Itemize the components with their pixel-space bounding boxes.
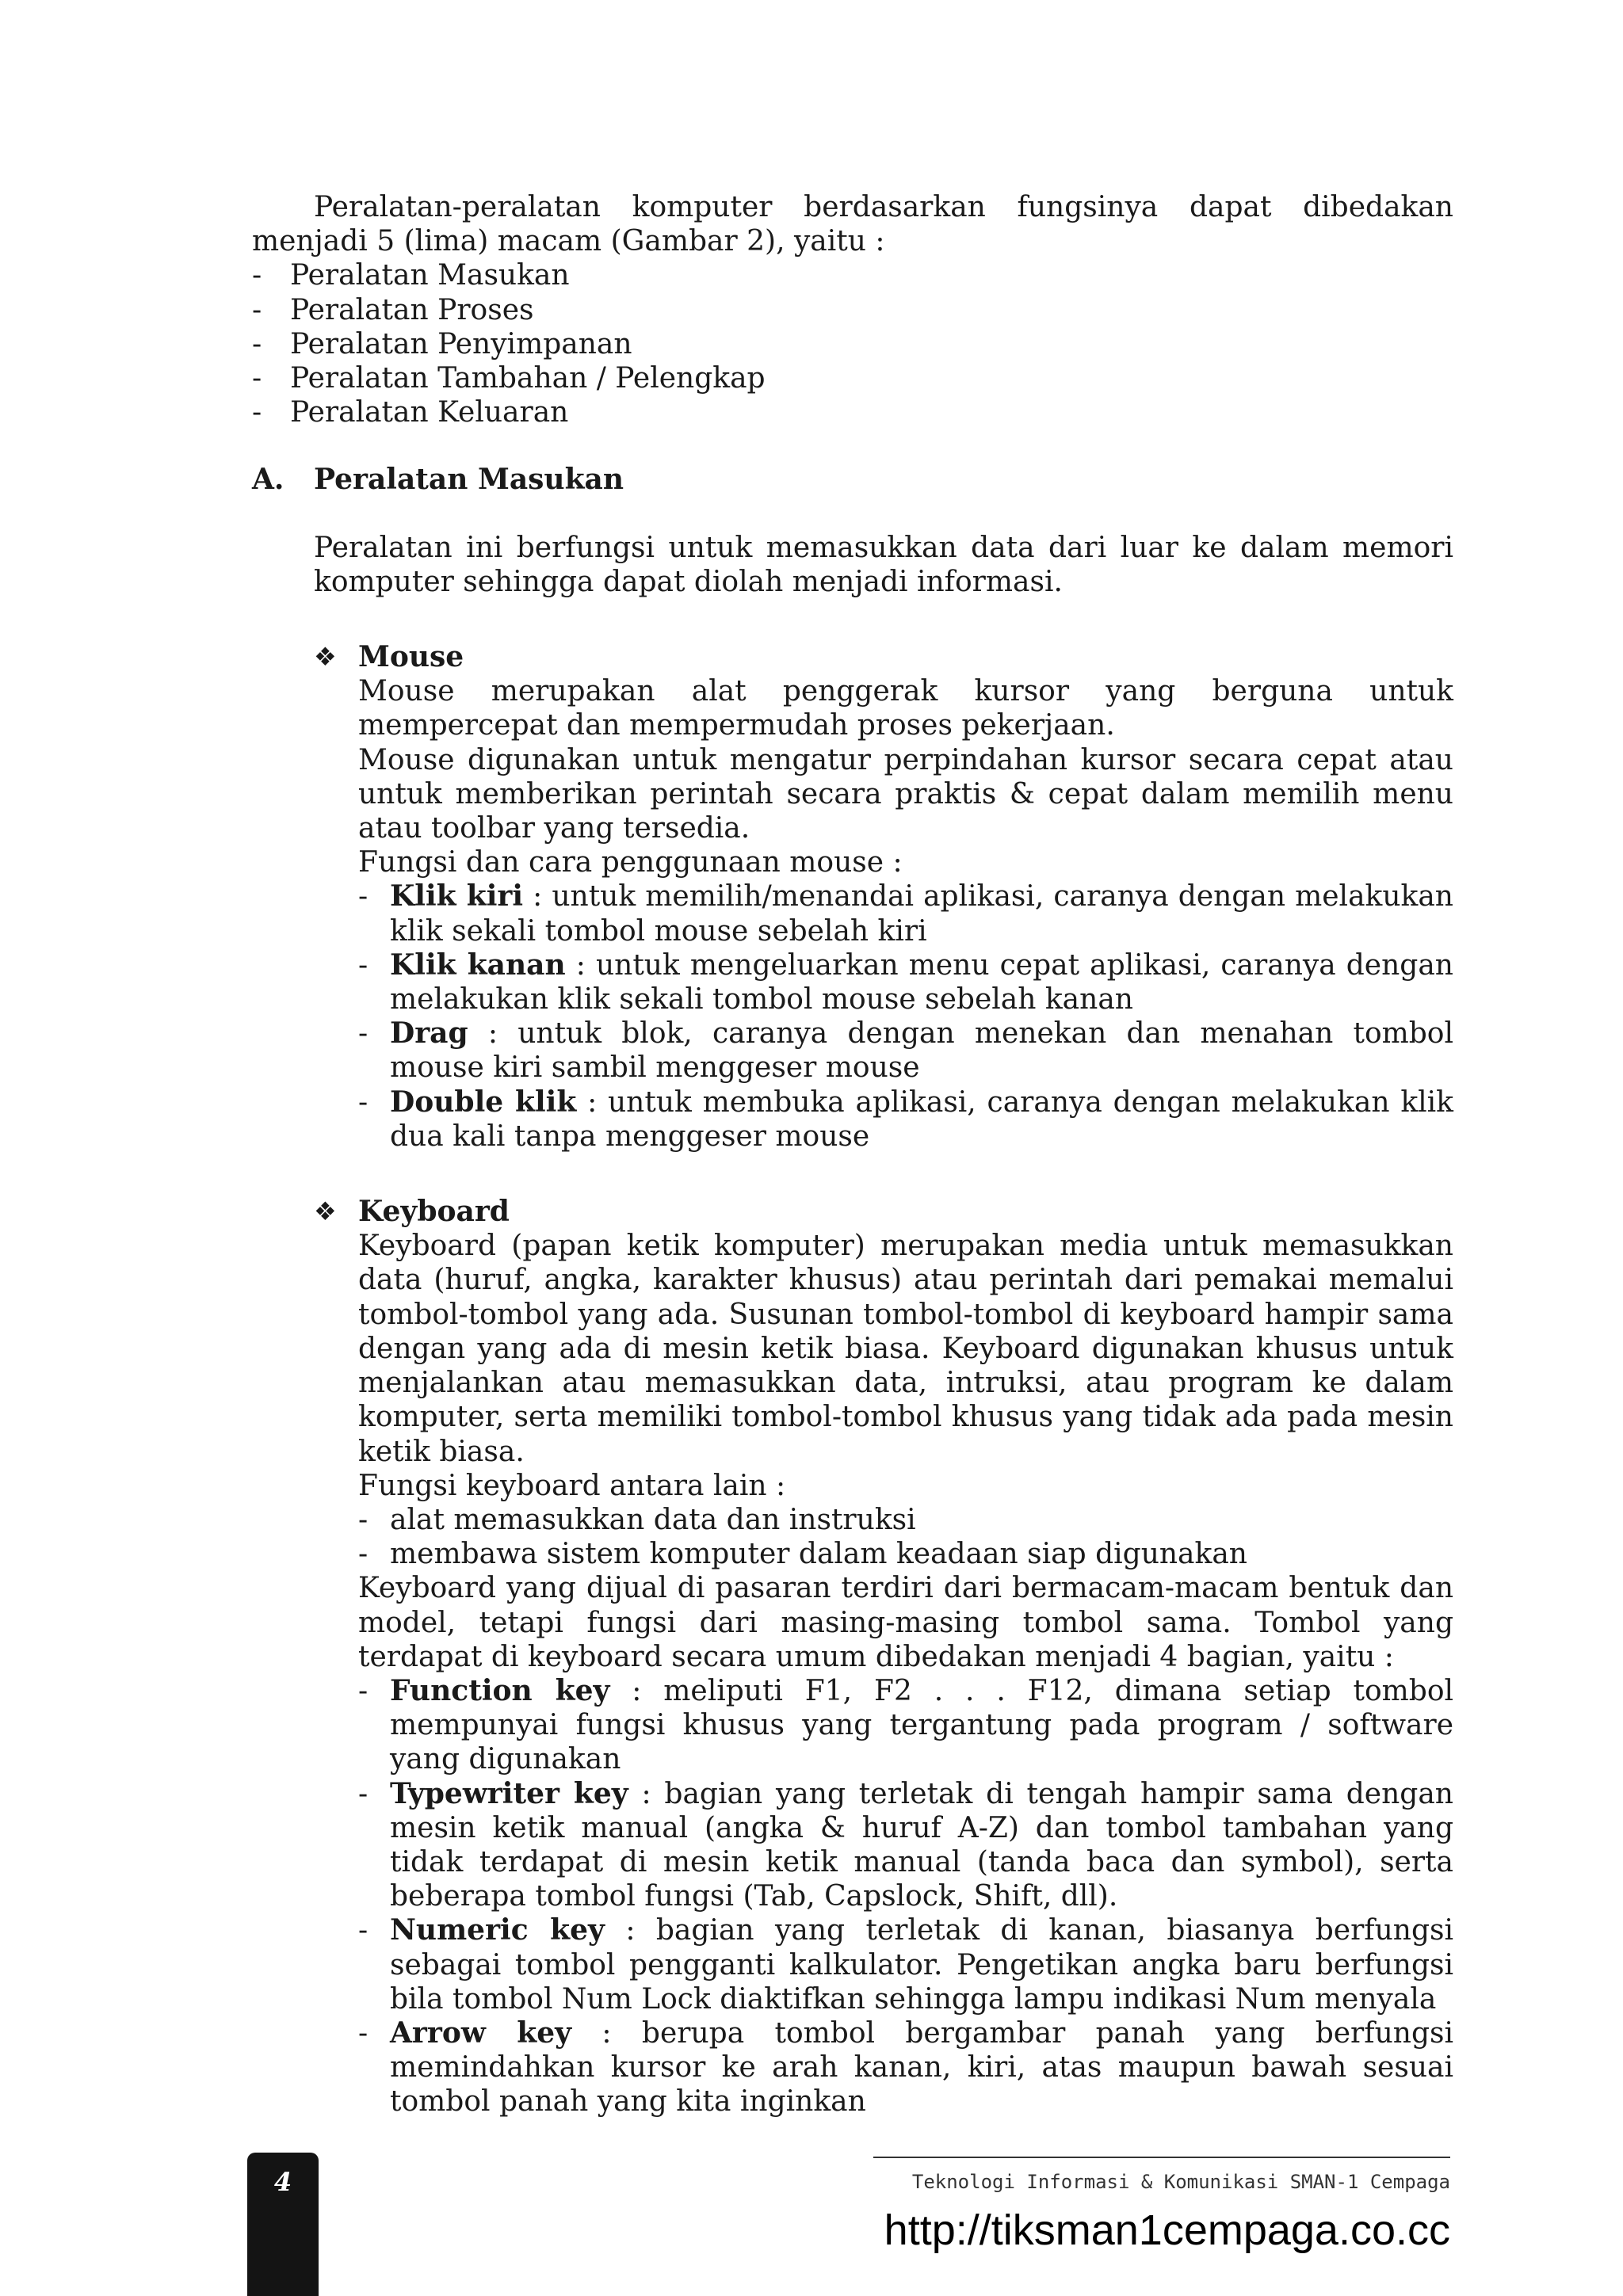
- keyboard-function-list: [358, 1503, 1453, 1571]
- mouse-section: [314, 640, 1453, 1154]
- list-item: - Peralatan Keluaran: [252, 396, 569, 429]
- diamond-bullet-icon: ❖: [314, 642, 337, 673]
- footer-title: Teknologi Informasi & Komunikasi SMAN-1 Cempaga: [911, 2171, 1450, 2193]
- list-item: - alat memasukkan data dan instruksi: [358, 1503, 916, 1536]
- mouse-paragraph: Fungsi dan cara penggunaan mouse :: [358, 846, 903, 879]
- mouse-paragraph: Mouse merupakan alat penggerak kursor yang berguna untuk mempercepat dan mempermudah proses pekerjaan.: [358, 675, 1453, 742]
- keyboard-paragraph: Keyboard (papan ketik komputer) merupakan media untuk memasukkan data (huruf, angka, karakter khusus) atau perintah dari pemakai memalui tombol-tombol yang ada. Susunan tombol-tombol di keyboard hampir sama dengan yang ada di mesin ketik biasa. Keyboard digunakan khusus untuk menjalankan atau memasukkan data, intruksi, atau program ke dalam komputer, serta memiliki tombol-tombol khusus yang tidak ada pada mesin ketik biasa.: [358, 1230, 1453, 1468]
- list-item: - Numeric key : bagian yang terletak di kanan, biasanya berfungsi sebagai tombol pengganti kalkulator. Pengetikan angka baru berfungsi bila tombol Num Lock diaktifkan sehingga lampu indikasi Num menyala: [358, 1913, 1454, 2016]
- mouse-heading: ❖ Mouse: [314, 640, 464, 674]
- list-item: - Klik kiri : untuk memilih/menandai aplikasi, caranya dengan melakukan klik sekali tombol mouse sebelah kiri: [358, 879, 1453, 948]
- list-item: - Double klik : untuk membuka aplikasi, caranya dengan melakukan klik dua kali tanpa menggeser mouse: [358, 1085, 1453, 1153]
- page-content: [252, 190, 1453, 2119]
- list-item: - Klik kanan : untuk mengeluarkan menu cepat aplikasi, caranya dengan melakukan klik sekali tombol mouse sebelah kanan: [358, 948, 1453, 1016]
- device-category-list: [252, 258, 1453, 429]
- list-item: - Peralatan Proses: [252, 293, 534, 326]
- intro-paragraph: Peralatan-peralatan komputer berdasarkan fungsinya dapat dibedakan menjadi 5 (lima) macam (Gambar 2), yaitu :: [252, 191, 1453, 258]
- list-item: - membawa sistem komputer dalam keadaan siap digunakan: [358, 1538, 1247, 1571]
- keyboard-section: [314, 1195, 1454, 2119]
- mouse-paragraph: Mouse digunakan untuk mengatur perpindahan kursor secara cepat atau untuk memberikan perintah secara praktis & cepat dalam memilih menu atau toolbar yang tersedia.: [358, 743, 1453, 845]
- keyboard-parts-list: [358, 1674, 1453, 2119]
- keyboard-paragraph: Keyboard yang dijual di pasaran terdiri dari bermacam-macam bentuk dan model, tetapi fungsi dari masing-masing tombol sama. Tombol yang terdapat di keyboard secara umum dibedakan menjadi 4 bagian, yaitu :: [358, 1572, 1453, 1673]
- list-item: - Peralatan Penyimpanan: [252, 327, 632, 360]
- footer-url: http://tiksman1cempaga.co.cc: [884, 2206, 1450, 2254]
- section-description: Peralatan ini berfungsi untuk memasukkan data dari luar ke dalam memori komputer sehingga dapat diolah menjadi informasi.: [314, 531, 1453, 598]
- page-number-tab: [247, 2153, 319, 2296]
- page-number: 4: [273, 2167, 292, 2197]
- footer-divider: [873, 2157, 1450, 2158]
- list-item: - Drag : untuk blok, caranya dengan menekan dan menahan tombol mouse kiri sambil menggeser mouse: [358, 1016, 1453, 1085]
- section-heading: A. Peralatan Masukan: [252, 463, 624, 497]
- list-item: - Peralatan Masukan: [252, 259, 570, 292]
- keyboard-heading: ❖ Keyboard: [314, 1195, 510, 1229]
- list-item: - Typewriter key : bagian yang terletak di tengah hampir sama dengan mesin ketik manual (angka & huruf A-Z) dan tombol tambahan yang tidak terdapat di mesin ketik manual (tanda baca dan symbol), serta beberapa tombol fungsi (Tab, Capslock, Shift, dll).: [358, 1776, 1453, 1913]
- list-item: - Arrow key : berupa tombol bergambar panah yang berfungsi memindahkan kursor ke arah kanan, kiri, atas maupun bawah sesuai tombol panah yang kita inginkan: [358, 2016, 1453, 2119]
- diamond-bullet-icon: ❖: [314, 1196, 337, 1227]
- keyboard-paragraph: Fungsi keyboard antara lain :: [358, 1469, 786, 1502]
- list-item: - Peralatan Tambahan / Pelengkap: [252, 362, 766, 395]
- list-item: - Function key : meliputi F1, F2 . . . F12, dimana setiap tombol mempunyai fungsi khusus yang tergantung pada program / software yang digunakan: [358, 1673, 1453, 1776]
- mouse-function-list: [358, 879, 1453, 1154]
